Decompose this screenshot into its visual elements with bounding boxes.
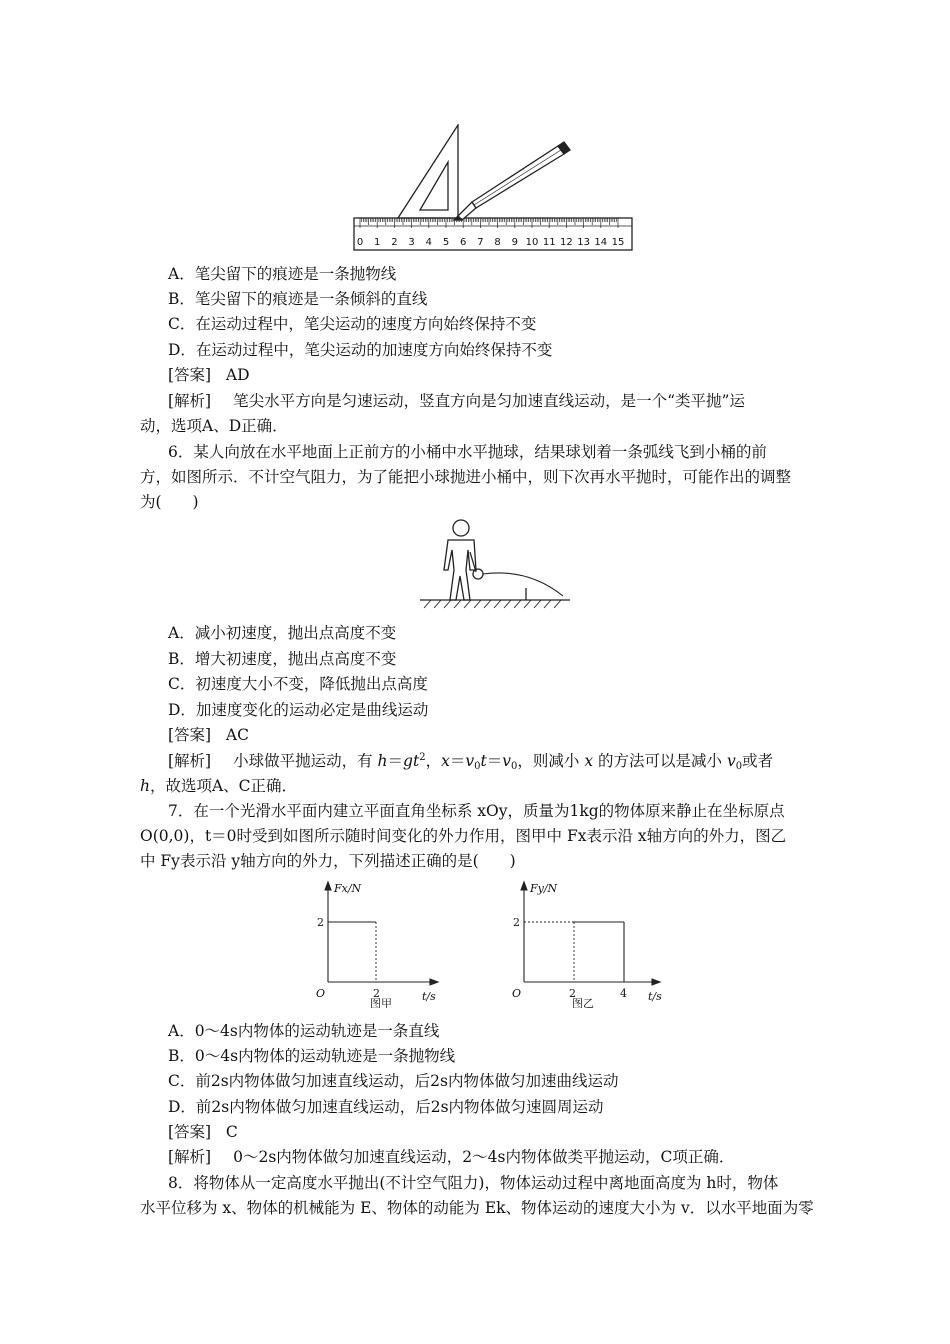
- ruler-tick-label: 4: [425, 237, 432, 248]
- ruler-tick-label: 12: [560, 237, 573, 248]
- ruler-tick-label: 11: [542, 237, 556, 248]
- set-square: [398, 125, 458, 218]
- ruler-tick-label: 2: [391, 237, 398, 248]
- x-tick-label: 4: [620, 987, 627, 1000]
- y-axis-label: Fx/N: [334, 882, 362, 895]
- ruler-tick-label: 7: [477, 237, 484, 248]
- ruler-tick-label: 13: [577, 237, 590, 248]
- ruler-tick-label: 1: [374, 237, 381, 248]
- y-axis-label: Fy/N: [530, 882, 558, 895]
- q6-option-d: D．加速度变化的运动必定是曲线运动: [168, 701, 429, 719]
- q5-option-d: D．在运动过程中，笔尖运动的加速度方向始终保持不变: [168, 341, 553, 359]
- answer-value: AD: [225, 366, 250, 384]
- analysis-label: [解析]: [168, 752, 212, 770]
- q6-option-b: B．增大初速度，抛出点高度不变: [168, 650, 397, 668]
- analysis-text: 笔尖水平方向是匀速运动，竖直方向是匀加速直线运动，是一个“类平抛”运: [233, 392, 745, 410]
- q5-analysis-line1: [168, 391, 848, 411]
- answer-label: [答案]: [168, 366, 212, 384]
- ruler-tick-label: 5: [442, 237, 450, 248]
- x-axis-label: t/s: [422, 990, 436, 1003]
- origin-label: O: [316, 987, 326, 1000]
- q6-analysis-line1: [解析] 小球做平抛运动，有 $h=gt^2$，$x=v_0t=v_0$，则减小 x 的方法可以是减小 $v_0$或者: [168, 752, 774, 772]
- q6-answer: [168, 725, 848, 745]
- chart-caption: 图甲: [370, 997, 392, 1008]
- q7-stem-line1: 7．在一个光滑水平面内建立平面直角坐标系 xOy，质量为1kg的物体原来静止在坐标原点: [168, 802, 785, 820]
- q6-stem-line2: 方，如图所示．不计空气阻力，为了能把小球抛进小桶中，则下次再水平抛时，可能作出的调整: [140, 468, 792, 486]
- q5-answer: [168, 365, 848, 385]
- q5-option-a: A．笔尖留下的痕迹是一条抛物线: [168, 265, 397, 283]
- ruler-tick-label: 9: [511, 237, 518, 248]
- q8-stem-line1: 8．将物体从一定高度水平抛出(不计空气阻力)，物体运动过程中离地面高度为 h时，物体: [168, 1174, 779, 1192]
- analysis-text: 0～2s内物体做匀加速直线运动，2～4s内物体做类平抛运动，C项正确．: [233, 1148, 735, 1166]
- y-tick-label: 2: [513, 916, 520, 929]
- chart-fx: [312, 880, 444, 1008]
- answer-label: [答案]: [168, 1123, 212, 1141]
- q7-option-b: B．0～4s内物体的运动轨迹是一条抛物线: [168, 1047, 456, 1065]
- ball-icon: [473, 569, 483, 579]
- ruler-tick-label: 3: [408, 237, 415, 248]
- q6-option-a: A．减小初速度，抛出点高度不变: [168, 624, 397, 642]
- ruler-tick-label: 0: [356, 237, 364, 248]
- analysis-label: [解析]: [168, 392, 212, 410]
- q7-option-d: D．前2s内物体做匀加速直线运动，后2s内物体做匀速圆周运动: [168, 1098, 604, 1116]
- x-tick-label: 2: [373, 987, 380, 1000]
- x-axis-label: t/s: [648, 990, 662, 1003]
- ruler-tick-label: 8: [494, 237, 501, 248]
- answer-label: [答案]: [168, 726, 212, 744]
- chart-fy: [508, 880, 668, 1008]
- ruler-tick-label: 14: [594, 237, 608, 248]
- q5-option-c: C．在运动过程中，笔尖运动的速度方向始终保持不变: [168, 315, 537, 333]
- q6-option-c: C．初速度大小不变，降低抛出点高度: [168, 675, 428, 693]
- q6-stem-line3: 为( ): [140, 493, 199, 511]
- q8-stem-line2: 水平位移为 x、物体的机械能为 E、物体的动能为 Ek、物体运动的速度大小为 v．以水平地面为零: [140, 1199, 814, 1217]
- chart-caption: 图乙: [572, 997, 594, 1008]
- q7-analysis: [168, 1147, 848, 1167]
- q7-stem-line2: O(0,0)，t＝0时受到如图所示随时间变化的外力作用，图甲中 Fx表示沿 x轴方向的外力，图乙: [140, 827, 787, 845]
- trajectory-arc: [483, 573, 563, 596]
- q7-option-a: A．0～4s内物体的运动轨迹是一条直线: [168, 1022, 440, 1040]
- person-icon: [444, 520, 476, 600]
- origin-label: O: [512, 987, 522, 1000]
- q7-answer: [168, 1122, 848, 1142]
- q5-option-b: B．笔尖留下的痕迹是一条倾斜的直线: [168, 290, 428, 308]
- q7-option-c: C．前2s内物体做匀加速直线运动，后2s内物体做匀加速曲线运动: [168, 1072, 619, 1090]
- pencil-icon: [454, 142, 570, 220]
- answer-value: AC: [225, 726, 249, 744]
- ruler-triangle-pencil-figure: [350, 124, 640, 254]
- q5-analysis-line2: 动，选项A、D正确．: [140, 417, 288, 435]
- q6-stem-line1: 6．某人向放在水平地面上正前方的小桶中水平抛球，结果球划着一条弧线飞到小桶的前: [168, 443, 767, 461]
- ruler-tick-label: 15: [611, 237, 625, 248]
- answer-value: C: [225, 1123, 238, 1141]
- y-tick-label: 2: [317, 916, 324, 929]
- q7-stem-line3: 中 Fy表示沿 y轴方向的外力，下列描述正确的是( ): [140, 852, 516, 870]
- ruler-tick-label: 10: [525, 237, 539, 248]
- x-tick-label: 2: [569, 987, 576, 1000]
- person-throwing-ball-figure: [418, 516, 573, 614]
- ruler-tick-label: 6: [460, 237, 467, 248]
- q6-analysis-line2: h，故选项A、C正确．: [140, 777, 298, 795]
- analysis-label: [解析]: [168, 1148, 212, 1166]
